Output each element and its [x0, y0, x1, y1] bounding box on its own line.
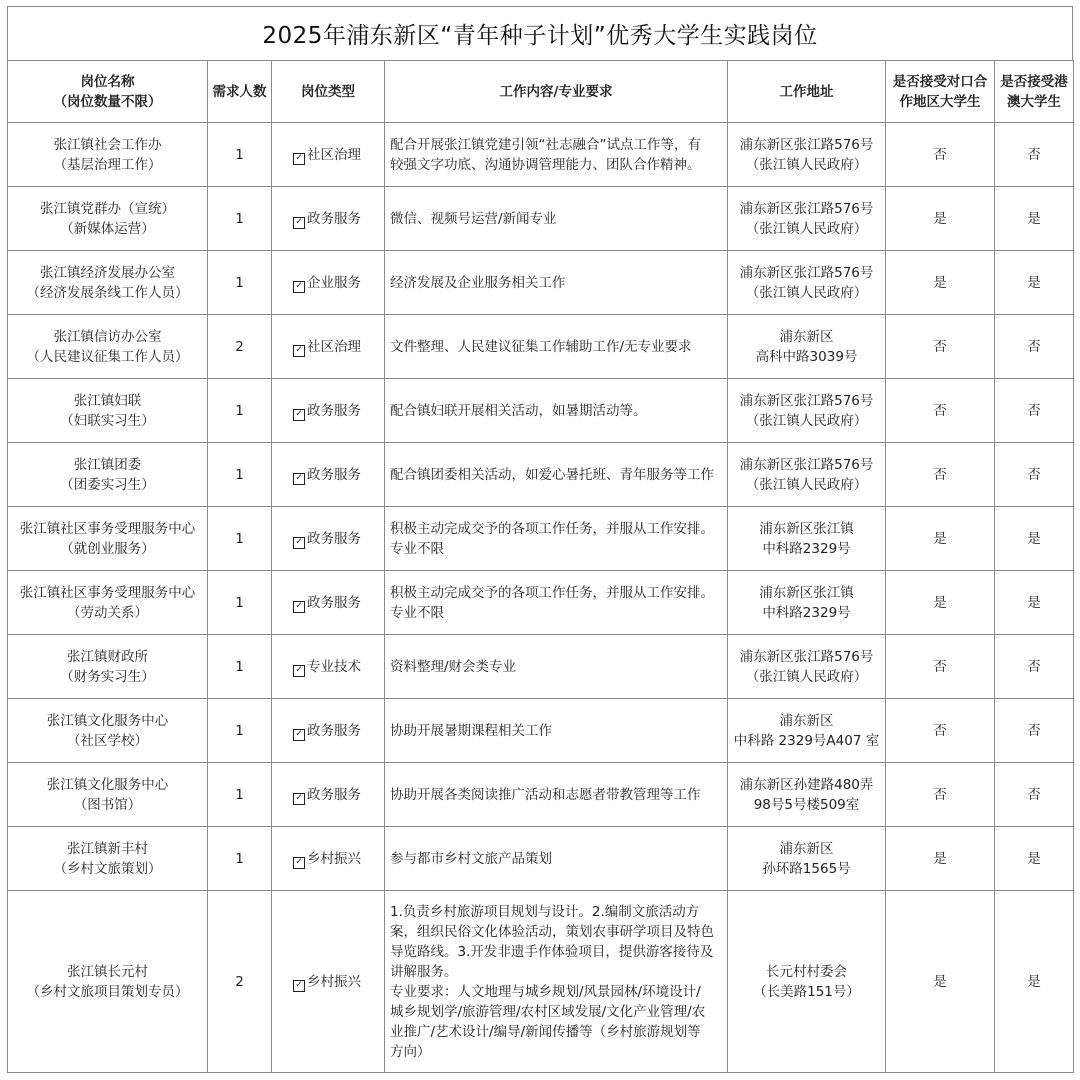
table-row [8, 891, 1074, 1073]
work-address-line: 浦东新区张江路576号 [739, 264, 874, 281]
header-content: 工作内容/专业要求 [385, 61, 728, 123]
demand-count-cell: 1 [208, 187, 272, 251]
work-content-line: 积极主动完成交予的各项工作任务，并服从工作安排。 [390, 520, 714, 537]
demand-count-cell: 1 [208, 507, 272, 571]
accept-partner-region-cell: 否 [886, 315, 995, 379]
work-address-line: 中科路2329号 [762, 604, 851, 621]
work-address-cell [728, 123, 886, 187]
work-address-cell [728, 379, 886, 443]
table-row [8, 571, 1074, 635]
work-address-line: 浦东新区张江路576号 [739, 456, 874, 473]
checkbox-checked-icon: ✓ [293, 857, 305, 869]
demand-count-cell: 1 [208, 635, 272, 699]
position-type-label: 专业技术 [307, 658, 361, 675]
position-name-line: （基层治理工作） [53, 156, 162, 173]
work-content-cell [385, 507, 728, 571]
accept-partner-region-cell: 否 [886, 763, 995, 827]
position-name-cell [8, 827, 208, 891]
position-type-label: 企业服务 [307, 274, 361, 291]
checkbox-checked-icon: ✓ [293, 345, 305, 357]
work-content-cell [385, 763, 728, 827]
page-title: 2025年浦东新区“青年种子计划”优秀大学生实践岗位 [7, 6, 1073, 60]
work-address-line: 中科路2329号 [762, 540, 851, 557]
position-type-cell [272, 379, 385, 443]
work-content-cell [385, 443, 728, 507]
position-name-line: 张江镇妇联 [73, 392, 142, 409]
work-address-cell [728, 571, 886, 635]
position-type-cell [272, 315, 385, 379]
position-name-cell [8, 635, 208, 699]
position-name-cell [8, 379, 208, 443]
accept-hkmo-cell: 是 [995, 891, 1074, 1073]
accept-hkmo-cell: 否 [995, 635, 1074, 699]
table-row [8, 827, 1074, 891]
position-type-cell [272, 187, 385, 251]
accept-partner-region-cell: 是 [886, 251, 995, 315]
accept-hkmo-cell: 否 [995, 443, 1074, 507]
position-name-line: （经济发展条线工作人员） [26, 284, 189, 301]
work-address-line: （长美路151号） [753, 983, 860, 1000]
table-body [8, 123, 1074, 1073]
demand-count-cell: 1 [208, 827, 272, 891]
position-name-line: （乡村文旅项目策划专员） [26, 983, 189, 1000]
work-address-cell [728, 507, 886, 571]
position-name-line: （图书馆） [73, 796, 142, 813]
work-address-line: 浦东新区张江镇 [759, 520, 854, 537]
work-address-line: （张江镇人民政府） [745, 412, 868, 429]
accept-partner-region-cell: 否 [886, 123, 995, 187]
checkbox-checked-icon: ✓ [293, 729, 305, 741]
demand-count-cell: 1 [208, 571, 272, 635]
accept-partner-region-cell: 否 [886, 699, 995, 763]
work-content-line: 微信、视频号运营/新闻专业 [390, 210, 557, 227]
work-content-line: 专业不限 [390, 604, 444, 621]
position-name-cell [8, 507, 208, 571]
position-type-label: 政务服务 [307, 786, 361, 803]
position-name-line: 张江镇文化服务中心 [46, 712, 169, 729]
header-hkmo-line: 是否接受港 [1000, 73, 1068, 90]
table-row [8, 123, 1074, 187]
position-type-cell [272, 507, 385, 571]
work-address-line: 浦东新区 [779, 328, 834, 345]
work-content-line: 积极主动完成交予的各项工作任务，并服从工作安排。 [390, 584, 714, 601]
work-address-line: 浦东新区张江镇 [759, 584, 854, 601]
work-address-line: （张江镇人民政府） [745, 668, 868, 685]
work-content-cell [385, 891, 728, 1073]
work-content-line: 协助开展各类阅读推广活动和志愿者带教管理等工作 [390, 786, 701, 803]
header-row [8, 61, 1074, 123]
checkbox-checked-icon: ✓ [293, 153, 305, 165]
work-content-cell [385, 827, 728, 891]
accept-hkmo-cell: 否 [995, 379, 1074, 443]
table-row [8, 443, 1074, 507]
work-content-line: 较强文字功底、沟通协调管理能力、团队合作精神。 [390, 156, 701, 173]
position-type-cell [272, 763, 385, 827]
work-address-line: 高科中路3039号 [755, 348, 858, 365]
work-content-cell [385, 315, 728, 379]
position-name-cell [8, 571, 208, 635]
work-content-line: 案，组织民俗文化体验活动，策划农事研学项目及特色 [390, 923, 714, 940]
demand-count-cell: 1 [208, 699, 272, 763]
work-address-line: 长元村村委会 [766, 963, 847, 980]
position-name-line: （乡村文旅策划） [53, 860, 162, 877]
work-address-line: 中科路 2329号A407 室 [733, 732, 880, 749]
work-content-line: 导览路线。3.开发非遗手作体验项目，提供游客接待及 [390, 943, 714, 960]
work-content-cell [385, 379, 728, 443]
checkbox-checked-icon: ✓ [293, 473, 305, 485]
accept-hkmo-cell: 否 [995, 123, 1074, 187]
work-address-line: 98号5号楼509室 [753, 796, 860, 813]
work-address-line: （张江镇人民政府） [745, 284, 868, 301]
position-name-line: （劳动关系） [67, 604, 148, 621]
demand-count-cell: 1 [208, 123, 272, 187]
position-type-label: 政务服务 [307, 530, 361, 547]
accept-hkmo-cell: 是 [995, 827, 1074, 891]
accept-hkmo-cell: 否 [995, 699, 1074, 763]
position-name-line: 张江镇团委 [73, 456, 142, 473]
work-address-cell [728, 635, 886, 699]
checkbox-checked-icon: ✓ [293, 980, 305, 992]
work-content-line: 文件整理、人民建议征集工作辅助工作/无专业要求 [390, 338, 692, 355]
work-address-line: 浦东新区 [779, 840, 834, 857]
positions-sheet [7, 6, 1073, 1073]
work-address-line: 浦东新区 [779, 712, 834, 729]
position-name-line: 张江镇信访办公室 [53, 328, 162, 345]
position-name-line: 张江镇党群办（宣统） [40, 200, 175, 217]
work-content-cell [385, 571, 728, 635]
work-address-cell [728, 891, 886, 1073]
position-type-cell [272, 443, 385, 507]
position-name-cell [8, 123, 208, 187]
table-row [8, 187, 1074, 251]
header-address: 工作地址 [728, 61, 886, 123]
checkbox-checked-icon: ✓ [293, 665, 305, 677]
work-content-line: 配合镇妇联开展相关活动，如暑期活动等。 [390, 402, 647, 419]
position-name-line: （就创业服务） [60, 540, 155, 557]
work-content-cell [385, 699, 728, 763]
positions-table [7, 60, 1074, 1073]
work-content-line: 资料整理/财会类专业 [390, 658, 517, 675]
accept-partner-region-cell: 是 [886, 891, 995, 1073]
demand-count-cell: 1 [208, 443, 272, 507]
header-count: 需求人数 [208, 61, 272, 123]
demand-count-cell: 1 [208, 763, 272, 827]
position-name-line: （人民建议征集工作人员） [26, 348, 189, 365]
work-address-line: 浦东新区张江路576号 [739, 200, 874, 217]
accept-hkmo-cell: 否 [995, 315, 1074, 379]
work-content-cell [385, 251, 728, 315]
work-content-line: 配合镇团委相关活动，如爱心暑托班、青年服务等工作 [390, 466, 714, 483]
checkbox-checked-icon: ✓ [293, 793, 305, 805]
accept-hkmo-cell: 是 [995, 251, 1074, 315]
work-address-cell [728, 699, 886, 763]
accept-hkmo-cell: 是 [995, 571, 1074, 635]
header-position-line: 岗位名称 [80, 73, 135, 90]
position-name-cell [8, 699, 208, 763]
position-name-line: （财务实习生） [60, 668, 155, 685]
position-type-label: 社区治理 [307, 338, 361, 355]
work-address-line: 浦东新区孙建路480弄 [739, 776, 874, 793]
position-name-cell [8, 187, 208, 251]
checkbox-checked-icon: ✓ [293, 537, 305, 549]
accept-hkmo-cell: 是 [995, 187, 1074, 251]
accept-hkmo-cell: 是 [995, 507, 1074, 571]
position-name-line: （新媒体运营） [60, 220, 155, 237]
header-hkmo [995, 61, 1074, 123]
accept-partner-region-cell: 否 [886, 443, 995, 507]
work-content-line: 方向） [390, 1043, 431, 1060]
work-content-line: 专业要求：人文地理与城乡规划/风景园林/环境设计/ [390, 983, 701, 1000]
position-type-cell [272, 123, 385, 187]
table-row [8, 699, 1074, 763]
accept-partner-region-cell: 否 [886, 379, 995, 443]
work-address-line: 浦东新区张江路576号 [739, 392, 874, 409]
demand-count-cell: 1 [208, 379, 272, 443]
position-name-line: 张江镇财政所 [67, 648, 148, 665]
accept-hkmo-cell: 否 [995, 763, 1074, 827]
position-type-label: 乡村振兴 [307, 973, 361, 990]
position-name-line: （妇联实习生） [60, 412, 155, 429]
position-name-cell [8, 443, 208, 507]
position-type-cell [272, 251, 385, 315]
work-content-line: 配合开展张江镇党建引领“社志融合”试点工作等，有 [390, 136, 701, 153]
position-type-label: 政务服务 [307, 594, 361, 611]
work-content-line: 1.负责乡村旅游项目规划与设计。2.编制文旅活动方 [390, 903, 700, 920]
work-address-line: 浦东新区张江路576号 [739, 136, 874, 153]
position-name-line: 张江镇新丰村 [67, 840, 148, 857]
position-type-label: 政务服务 [307, 722, 361, 739]
work-content-line: 业推广/艺术设计/编导/新闻传播等（乡村旅游规划等 [390, 1023, 701, 1040]
checkbox-checked-icon: ✓ [293, 601, 305, 613]
work-content-cell [385, 123, 728, 187]
work-address-cell [728, 443, 886, 507]
position-name-line: （团委实习生） [60, 476, 155, 493]
position-name-line: （社区学校） [67, 732, 148, 749]
position-type-cell [272, 891, 385, 1073]
header-partner-line: 作地区大学生 [899, 93, 981, 110]
position-name-line: 张江镇文化服务中心 [46, 776, 169, 793]
work-address-line: （张江镇人民政府） [745, 476, 868, 493]
table-row [8, 315, 1074, 379]
checkbox-checked-icon: ✓ [293, 281, 305, 293]
work-address-line: （张江镇人民政府） [745, 156, 868, 173]
work-content-line: 城乡规划学/旅游管理/农村区域发展/文化产业管理/农 [390, 1003, 706, 1020]
work-address-line: （张江镇人民政府） [745, 220, 868, 237]
position-type-label: 政务服务 [307, 402, 361, 419]
position-name-cell [8, 251, 208, 315]
demand-count-cell: 2 [208, 315, 272, 379]
position-name-line: 张江镇经济发展办公室 [40, 264, 175, 281]
header-position-line: （岗位数量不限） [53, 93, 162, 110]
accept-partner-region-cell: 是 [886, 571, 995, 635]
checkbox-checked-icon: ✓ [293, 217, 305, 229]
position-name-cell [8, 763, 208, 827]
work-address-cell [728, 187, 886, 251]
header-partner [886, 61, 995, 123]
position-name-cell [8, 315, 208, 379]
position-type-cell [272, 827, 385, 891]
accept-partner-region-cell: 否 [886, 635, 995, 699]
work-content-line: 专业不限 [390, 540, 444, 557]
table-row [8, 507, 1074, 571]
work-content-line: 经济发展及企业服务相关工作 [390, 274, 566, 291]
position-type-cell [272, 699, 385, 763]
position-type-label: 政务服务 [307, 466, 361, 483]
work-address-line: 浦东新区张江路576号 [739, 648, 874, 665]
header-partner-line: 是否接受对口合 [892, 73, 988, 90]
header-position [8, 61, 208, 123]
table-row [8, 379, 1074, 443]
work-content-cell [385, 187, 728, 251]
header-type: 岗位类型 [272, 61, 385, 123]
position-type-label: 政务服务 [307, 210, 361, 227]
work-address-cell [728, 827, 886, 891]
work-address-cell [728, 251, 886, 315]
table-row [8, 635, 1074, 699]
work-address-line: 孙环路1565号 [762, 860, 851, 877]
work-content-line: 协助开展暑期课程相关工作 [390, 722, 552, 739]
position-name-line: 张江镇长元村 [67, 963, 148, 980]
position-type-cell [272, 571, 385, 635]
work-content-cell [385, 635, 728, 699]
position-name-line: 张江镇社会工作办 [53, 136, 162, 153]
work-address-cell [728, 763, 886, 827]
table-row [8, 763, 1074, 827]
work-content-line: 讲解服务。 [390, 963, 458, 980]
position-name-line: 张江镇社区事务受理服务中心 [19, 520, 196, 537]
demand-count-cell: 1 [208, 251, 272, 315]
accept-partner-region-cell: 是 [886, 187, 995, 251]
position-name-cell [8, 891, 208, 1073]
accept-partner-region-cell: 是 [886, 507, 995, 571]
checkbox-checked-icon: ✓ [293, 409, 305, 421]
position-name-line: 张江镇社区事务受理服务中心 [19, 584, 196, 601]
accept-partner-region-cell: 是 [886, 827, 995, 891]
header-hkmo-line: 澳大学生 [1007, 93, 1061, 110]
demand-count-cell: 2 [208, 891, 272, 1073]
work-content-line: 参与都市乡村文旅产品策划 [390, 850, 552, 867]
position-type-cell [272, 635, 385, 699]
work-address-cell [728, 315, 886, 379]
table-row [8, 251, 1074, 315]
position-type-label: 乡村振兴 [307, 850, 361, 867]
position-type-label: 社区治理 [307, 146, 361, 163]
